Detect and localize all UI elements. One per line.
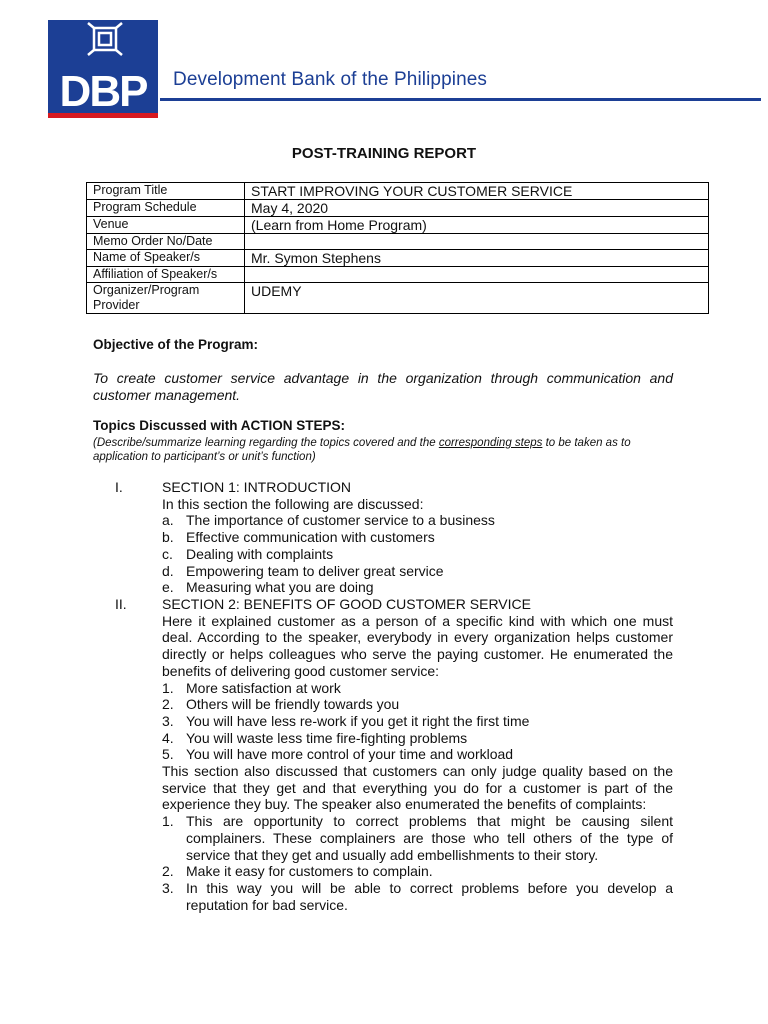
list-marker: 3. xyxy=(162,879,174,896)
topics-note-text: to be taken as to application to participant’s or unit’s function) xyxy=(93,437,631,463)
list-marker: b. xyxy=(162,529,174,546)
section-intro: In this section the following are discussed: xyxy=(162,495,424,512)
list-item xyxy=(162,579,673,596)
list-marker: e. xyxy=(162,579,174,596)
section-1 xyxy=(162,479,673,596)
section-title: SECTION 2: BENEFITS OF GOOD CUSTOMER SERVICE xyxy=(162,596,531,612)
table-value: (Learn from Home Program) xyxy=(245,217,709,234)
list-marker: d. xyxy=(162,562,174,579)
list-marker: 4. xyxy=(162,729,174,746)
list-item xyxy=(162,713,673,730)
list-marker: 2. xyxy=(162,863,174,880)
logo-text: DBP xyxy=(59,67,147,116)
table-label: Program Schedule xyxy=(87,200,245,217)
list-item xyxy=(162,696,673,713)
table-value: START IMPROVING YOUR CUSTOMER SERVICE xyxy=(245,183,709,200)
table-value: UDEMY xyxy=(245,283,709,314)
objective-heading: Objective of the Program: xyxy=(93,337,259,352)
table-row xyxy=(87,267,709,283)
table-row xyxy=(87,217,709,234)
table-row xyxy=(87,183,709,200)
list-text: More satisfaction at work xyxy=(186,679,341,696)
table-value: May 4, 2020 xyxy=(245,200,709,217)
page-title: POST-TRAINING REPORT xyxy=(291,145,477,162)
table-label: Memo Order No/Date xyxy=(87,234,245,250)
table-label: Organizer/Program Provider xyxy=(87,283,245,314)
table-value xyxy=(245,267,709,283)
list-item xyxy=(162,863,673,880)
list-text: Dealing with complaints xyxy=(186,545,334,562)
dbp-logo xyxy=(48,20,158,118)
table-label: Program Title xyxy=(87,183,245,200)
list-text: Effective communication with customers xyxy=(186,529,435,546)
program-info-table xyxy=(86,182,709,314)
list-text: The importance of customer service to a business xyxy=(186,512,495,529)
table-value: Mr. Symon Stephens xyxy=(245,250,709,267)
section-numeral: I. xyxy=(115,479,123,495)
section-2 xyxy=(162,596,673,913)
table-label: Venue xyxy=(87,217,245,234)
topics-heading: Topics Discussed with ACTION STEPS: xyxy=(93,418,346,433)
section-paragraph: Here it explained customer as a person of a specific kind with which one must deal. According to the speaker, everybody in every organization helps customer directly or helps colleagues who serve the paying customer. He enumerated the benefits of delivering good customer service: xyxy=(162,612,673,679)
table-value xyxy=(245,234,709,250)
list-marker: 3. xyxy=(162,712,174,729)
list-item xyxy=(162,546,673,563)
table-label: Affiliation of Speaker/s xyxy=(87,267,245,283)
table-label: Name of Speaker/s xyxy=(87,250,245,267)
list-marker: 1. xyxy=(162,679,174,696)
topics-note-text: (Describe/summarize learning regarding the topics covered and the xyxy=(93,437,439,449)
list-item xyxy=(162,512,673,529)
list-text: Others will be friendly towards you xyxy=(186,696,400,713)
list-text: This are opportunity to correct problems that might be causing silent complainers. These complainers are those who tell others of the type of service that they get and usually add embellishments to their story. xyxy=(186,813,673,863)
table-row xyxy=(87,250,709,267)
objective-text: To create customer service advantage in the organization through communication and customer management. xyxy=(93,370,673,403)
list-item xyxy=(162,529,673,546)
list-text: Measuring what you are doing xyxy=(186,579,374,596)
section-numeral: II. xyxy=(115,596,127,612)
list-text: You will waste less time fire-fighting problems xyxy=(186,729,468,746)
list-marker: a. xyxy=(162,512,174,529)
topics-note-underlined: corresponding steps xyxy=(438,437,543,449)
list-marker: 5. xyxy=(162,746,174,763)
list-marker: 2. xyxy=(162,696,174,713)
list-marker: c. xyxy=(162,545,173,562)
list-text: Make it easy for customers to complain. xyxy=(186,863,433,880)
list-item xyxy=(162,746,673,763)
list-item xyxy=(162,813,673,863)
table-row xyxy=(87,283,709,314)
list-item xyxy=(162,880,673,913)
list-text: Empowering team to deliver great service xyxy=(186,562,444,579)
section-paragraph: This section also discussed that customers can only judge quality based on the service that they get and that everything you do for a customer is part of the experience they buy. The speaker also enumerated the benefits of complaints: xyxy=(162,763,673,813)
header-divider xyxy=(160,98,761,101)
topics-note xyxy=(93,436,673,464)
list-text: You will have less re-work if you get it right the first time xyxy=(186,712,530,729)
list-item xyxy=(162,563,673,580)
list-item xyxy=(162,680,673,697)
list-text: In this way you will be able to correct problems before you develop a reputation for bad service. xyxy=(186,879,673,913)
table-row xyxy=(87,200,709,217)
section-title: SECTION 1: INTRODUCTION xyxy=(162,479,352,495)
bank-name: Development Bank of the Philippines xyxy=(173,69,488,90)
list-text: You will have more control of your time and workload xyxy=(186,746,514,763)
list-item xyxy=(162,730,673,747)
list-marker: 1. xyxy=(162,813,174,830)
table-row xyxy=(87,234,709,250)
